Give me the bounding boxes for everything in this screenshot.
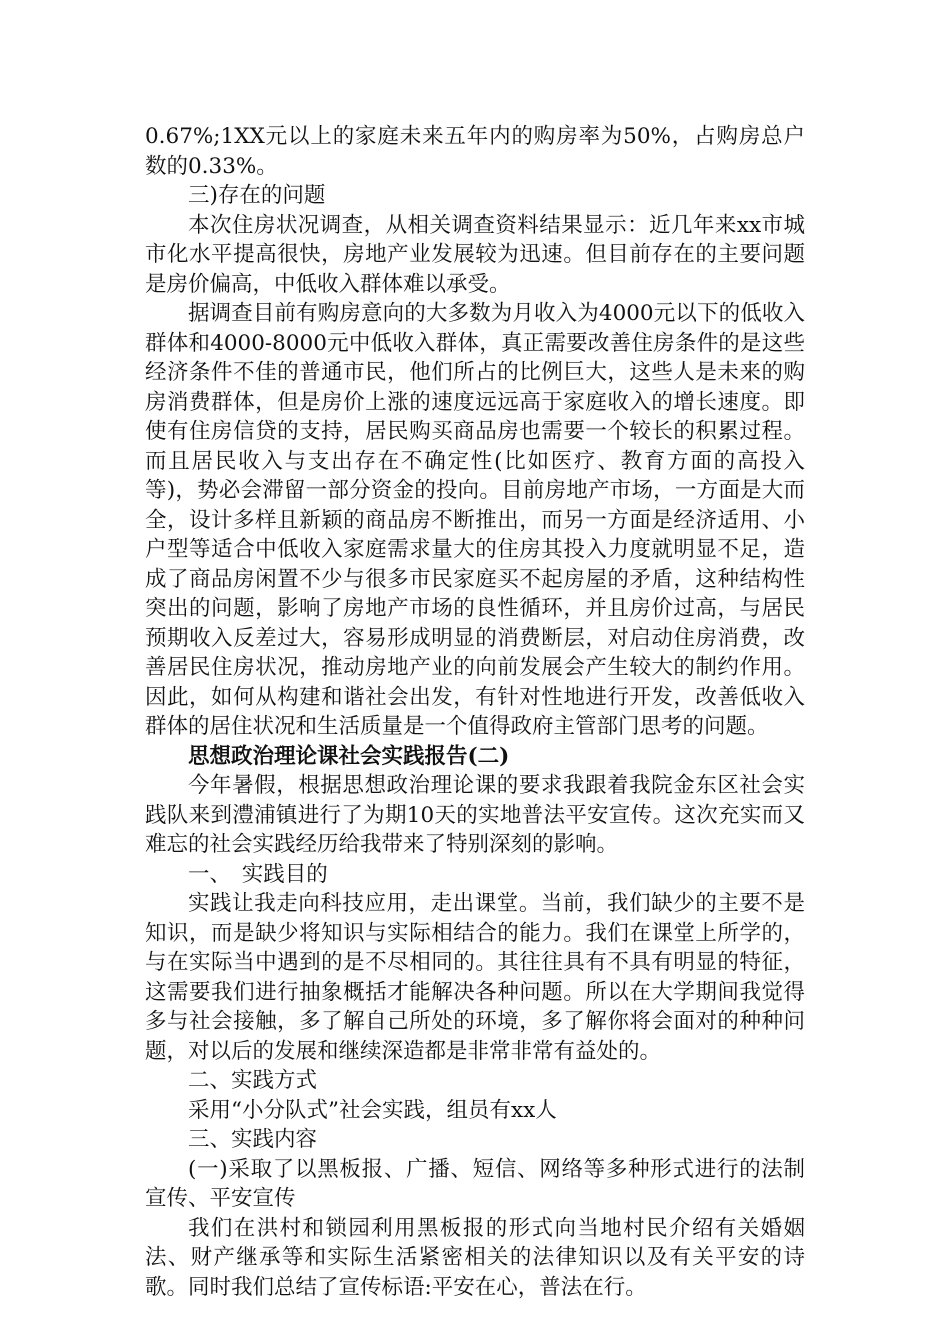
paragraph-practice-purpose: 实践让我走向科技应用，走出课堂。当前，我们缺少的主要不是知识，而是缺少将知识与实际相结合的能力。我们在课堂上所学的，与在实际当中遇到的是不尽相同的。其往往具有不具有明显的特征，这需要我们进行抽象概括才能解决各种问题。所以在大学期间我觉得多与社会接触，多了解自己所处的环境，多了解你将会面对的种种问题，对以后的发展和继续深造都是非常非常有益处的。 [145, 891, 805, 1064]
paragraph-housing-stats-end: 0.67%;1XX元以上的家庭未来五年内的购房率为50%，占购房总户数的0.33%。 [145, 124, 805, 179]
paragraph-low-income-analysis: 据调查目前有购房意向的大多数为月收入为4000元以下的低收入群体和4000-8000元中低收入群体，真正需要改善住房条件的是这些经济条件不佳的普通市民，他们所占的比例巨大，这些人是未来的购房消费群体，但是房价上涨的速度远远高于家庭收入的增长速度。即使有住房信贷的支持，居民购买商品房也需要一个较长的积累过程。而且居民收入与支出存在不确定性(比如医疗、教育方面的高投入等)，势必会滞留一部分资金的投向。目前房地产市场，一方面是大而全，设计多样且新颖的商品房不断推出，而另一方面是经济适用、小户型等适合中低收入家庭需求量大的住房其投入力度就明显不足，造成了商品房闲置不少与很多市民家庭买不起房屋的矛盾，这种结构性突出的问题，影响了房地产市场的良性循环，并且房价过高，与居民预期收入反差过大，容易形成明显的消费断层，对启动住房消费，改善居民住房状况，推动房地产业的向前发展会产生较大的制约作用。因此，如何从构建和谐社会出发，有针对性地进行开发，改善低收入群体的居住状况和生活质量是一个值得政府主管部门思考的问题。 [145, 301, 805, 739]
section-title-report-2: 思想政治理论课社会实践报告(二) [188, 743, 510, 769]
subheading-publicity-forms: (一)采取了以黑板报、广播、短信、网络等多种形式进行的法制宣传、平安宣传 [145, 1156, 805, 1211]
heading-existing-problems: 三)存在的问题 [188, 183, 326, 208]
paragraph-survey-results: 本次住房状况调查，从相关调查资料结果显示：近几年来xx市城市化水平提高很快，房地产业发展较为迅速。但目前存在的主要问题是房价偏高，中低收入群体难以承受。 [145, 212, 805, 297]
heading-practice-content: 三、实践内容 [188, 1127, 318, 1152]
paragraph-practice-method: 采用“小分队式”社会实践，组员有xx人 [188, 1097, 557, 1123]
document-page [145, 122, 805, 1302]
heading-practice-purpose: 一、 实践目的 [188, 861, 328, 887]
paragraph-blackboard-publicity: 我们在洪村和锁园利用黑板报的形式向当地村民介绍有关婚姻法、财产继承等和实际生活紧密相关的法律知识以及有关平安的诗歌。同时我们总结了宣传标语:平安在心，普法在行。 [145, 1215, 805, 1300]
paragraph-summer-practice: 今年暑假，根据思想政治理论课的要求我跟着我院金东区社会实践队来到澧浦镇进行了为期10天的实地普法平安宣传。这次充实而又难忘的社会实践经历给我带来了特别深刻的影响。 [145, 773, 805, 857]
heading-practice-method: 二、实践方式 [188, 1068, 318, 1093]
